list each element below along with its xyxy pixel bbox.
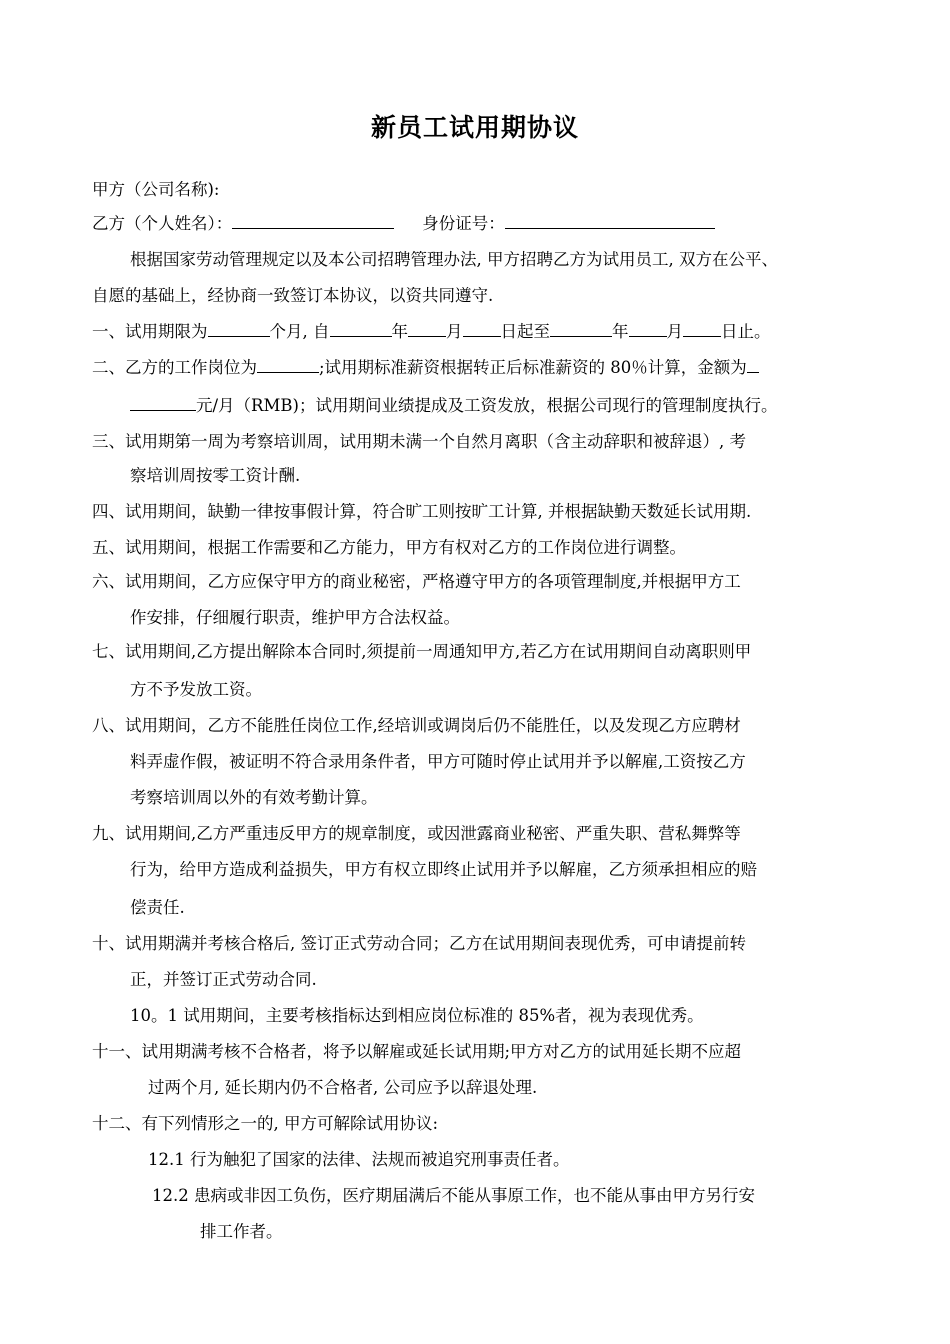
end-day-blank[interactable] xyxy=(683,320,721,337)
clause-8-line-3: 考察培训周以外的有效考勤计算。 xyxy=(130,788,378,807)
clause-2-text: 二、乙方的工作岗位为 xyxy=(92,358,257,377)
id-number-blank[interactable] xyxy=(505,212,715,229)
clause-6-line-2: 作安排，仔细履行职责，维护甲方合法权益。 xyxy=(130,608,460,627)
clause-2 xyxy=(92,356,759,380)
clause-2-text: ;试用期标准薪资根据转正后标准薪资的 80％计算，金额为 xyxy=(319,358,747,377)
clause-1-text: 日止。 xyxy=(721,322,771,341)
party-b-label: 乙方（个人姓名）： xyxy=(92,214,233,233)
id-number-label: 身份证号： xyxy=(422,214,505,233)
position-blank[interactable] xyxy=(257,356,319,373)
months-blank[interactable] xyxy=(208,320,270,337)
party-a-line: 甲方（公司名称): xyxy=(92,180,220,199)
amount-blank[interactable] xyxy=(130,394,196,411)
party-b-name-blank[interactable] xyxy=(232,212,394,229)
clause-10-line-1: 十、试用期满并考核合格后, 签订正式劳动合同；乙方在试用期间表现优秀，可申请提前转 xyxy=(92,934,746,953)
clause-4: 四、试用期间，缺勤一律按事假计算，符合旷工则按旷工计算, 并根据缺勤天数延长试用期. xyxy=(92,502,752,521)
end-year-blank[interactable] xyxy=(550,320,612,337)
intro-line-1: 根据国家劳动管理规定以及本公司招聘管理办法, 甲方招聘乙方为试用员工, 双方在公平、 xyxy=(130,250,778,269)
clause-9-line-2: 行为，给甲方造成利益损失，甲方有权立即终止试用并予以解雇，乙方须承担相应的赔 xyxy=(130,860,757,879)
clause-1-text: 月 xyxy=(666,322,683,341)
document-title: 新员工试用期协议 xyxy=(370,113,579,142)
clause-6-line-1: 六、试用期间，乙方应保守甲方的商业秘密，严格遵守甲方的各项管理制度,并根据甲方工 xyxy=(92,572,741,591)
clause-11-line-1: 十一、试用期满考核不合格者，将予以解雇或延长试用期;甲方对乙方的试用延长期不应超 xyxy=(92,1042,742,1061)
start-day-blank[interactable] xyxy=(463,320,501,337)
clause-10-line-2: 正，并签订正式劳动合同. xyxy=(130,970,317,989)
clause-12-2-line-2: 排工作者。 xyxy=(200,1222,283,1241)
clause-5: 五、试用期间，根据工作需要和乙方能力，甲方有权对乙方的工作岗位进行调整。 xyxy=(92,538,686,557)
clause-1-text: 年 xyxy=(391,322,408,341)
clause-7-line-2: 方不予发放工资。 xyxy=(130,680,262,699)
clause-3-line-2: 察培训周按零工资计酬. xyxy=(130,466,301,485)
clause-12-1: 12.1 行为触犯了国家的法律、法规而被追究刑事责任者。 xyxy=(148,1150,570,1169)
end-month-blank[interactable] xyxy=(629,320,667,337)
clause-1-text: 年 xyxy=(612,322,629,341)
clause-1-text: 月 xyxy=(446,322,463,341)
clause-1-text: 一、试用期限为 xyxy=(92,322,208,341)
clause-9-line-3: 偿责任. xyxy=(130,898,185,917)
clause-7-line-1: 七、试用期间,乙方提出解除本合同时,须提前一周通知甲方,若乙方在试用期间自动离职则甲 xyxy=(92,642,752,661)
clause-1 xyxy=(92,320,771,344)
clause-2-cont xyxy=(130,394,777,418)
clause-3-line-1: 三、试用期第一周为考察培训周，试用期未满一个自然月离职（含主动辞职和被辞退）, 考 xyxy=(92,432,746,451)
clause-1-text: 个月, 自 xyxy=(269,322,330,341)
clause-12: 十二、有下列情形之一的, 甲方可解除试用协议: xyxy=(92,1114,439,1133)
amount-blank-start[interactable] xyxy=(747,356,759,373)
start-month-blank[interactable] xyxy=(408,320,446,337)
intro-line-2: 自愿的基础上，经协商一致签订本协议，以资共同遵守. xyxy=(92,286,494,305)
clause-2-text: 元/月（RMB)；试用期间业绩提成及工资发放，根据公司现行的管理制度执行。 xyxy=(196,396,778,415)
clause-1-text: 日起至 xyxy=(500,322,550,341)
clause-8-line-1: 八、试用期间，乙方不能胜任岗位工作,经培训或调岗后仍不能胜任，以及发现乙方应聘材 xyxy=(92,716,741,735)
clause-12-2-line-1: 12.2 患病或非因工负伤，医疗期届满后不能从事原工作，也不能从事由甲方另行安 xyxy=(152,1186,755,1205)
party-b-line xyxy=(92,212,715,236)
clause-8-line-2: 料弄虚作假，被证明不符合录用条件者，甲方可随时停止试用并予以解雇,工资按乙方 xyxy=(130,752,746,771)
start-year-blank[interactable] xyxy=(330,320,392,337)
clause-9-line-1: 九、试用期间,乙方严重违反甲方的规章制度，或因泄露商业秘密、严重失职、营私舞弊等 xyxy=(92,824,741,843)
clause-11-line-2: 过两个月, 延长期内仍不合格者, 公司应予以辞退处理. xyxy=(148,1078,538,1097)
clause-10-1: 10。1 试用期间，主要考核指标达到相应岗位标准的 85%者，视为表现优秀。 xyxy=(130,1006,704,1025)
